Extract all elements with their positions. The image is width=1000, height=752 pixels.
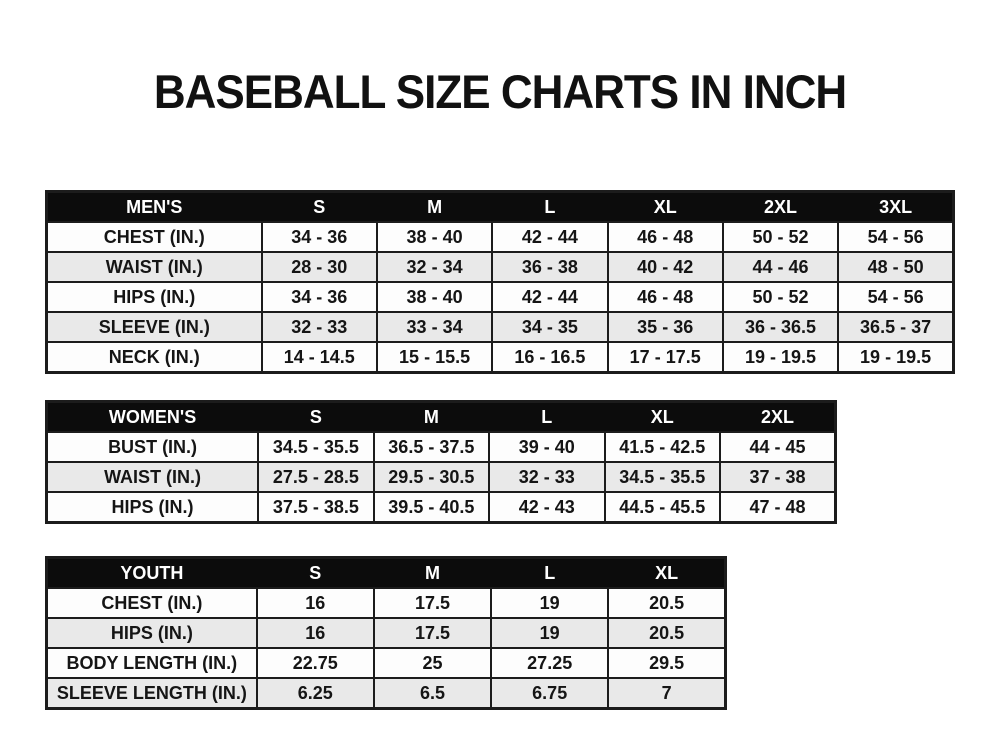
size-cell: 32 - 33 xyxy=(262,312,377,342)
size-cell: 44 - 45 xyxy=(720,432,836,462)
size-table-youth xyxy=(45,556,727,710)
row-label: NECK (IN.) xyxy=(47,342,262,373)
size-cell: 50 - 52 xyxy=(723,222,838,252)
size-cell: 16 - 16.5 xyxy=(492,342,607,373)
header-row xyxy=(47,558,726,589)
column-header-2xl: 2XL xyxy=(720,402,836,433)
size-cell: 39 - 40 xyxy=(489,432,604,462)
table-row xyxy=(47,282,954,312)
column-header-xl: XL xyxy=(605,402,720,433)
column-header-l: L xyxy=(489,402,604,433)
size-cell: 42 - 44 xyxy=(492,282,607,312)
size-cell: 48 - 50 xyxy=(838,252,953,282)
size-cell: 38 - 40 xyxy=(377,222,492,252)
size-cell: 33 - 34 xyxy=(377,312,492,342)
column-header-s: S xyxy=(262,192,377,223)
size-cell: 16 xyxy=(257,618,374,648)
column-header-l: L xyxy=(491,558,608,589)
size-cell: 27.5 - 28.5 xyxy=(258,462,373,492)
row-label: CHEST (IN.) xyxy=(47,588,257,618)
size-cell: 36 - 36.5 xyxy=(723,312,838,342)
size-cell: 38 - 40 xyxy=(377,282,492,312)
row-label: HIPS (IN.) xyxy=(47,618,257,648)
size-cell: 6.5 xyxy=(374,678,491,709)
table-row xyxy=(47,252,954,282)
column-header-s: S xyxy=(258,402,373,433)
table-title-mens: MEN'S xyxy=(47,192,262,223)
header-row xyxy=(47,402,836,433)
size-cell: 22.75 xyxy=(257,648,374,678)
size-cell: 6.75 xyxy=(491,678,608,709)
row-label: BODY LENGTH (IN.) xyxy=(47,648,257,678)
row-label: CHEST (IN.) xyxy=(47,222,262,252)
table-row xyxy=(47,678,726,709)
column-header-m: M xyxy=(377,192,492,223)
size-cell: 7 xyxy=(608,678,725,709)
size-cell: 20.5 xyxy=(608,618,725,648)
size-cell: 35 - 36 xyxy=(608,312,723,342)
size-cell: 42 - 43 xyxy=(489,492,604,523)
table-row xyxy=(47,432,836,462)
size-cell: 29.5 - 30.5 xyxy=(374,462,489,492)
table-row xyxy=(47,312,954,342)
size-cell: 34.5 - 35.5 xyxy=(605,462,720,492)
size-cell: 36.5 - 37.5 xyxy=(374,432,489,462)
size-cell: 34 - 35 xyxy=(492,312,607,342)
size-cell: 46 - 48 xyxy=(608,282,723,312)
row-label: SLEEVE (IN.) xyxy=(47,312,262,342)
size-cell: 41.5 - 42.5 xyxy=(605,432,720,462)
size-cell: 29.5 xyxy=(608,648,725,678)
header-row xyxy=(47,192,954,223)
size-cell: 54 - 56 xyxy=(838,222,953,252)
size-cell: 16 xyxy=(257,588,374,618)
column-header-xl: XL xyxy=(608,192,723,223)
row-label: WAIST (IN.) xyxy=(47,252,262,282)
size-cell: 17 - 17.5 xyxy=(608,342,723,373)
column-header-s: S xyxy=(257,558,374,589)
size-cell: 40 - 42 xyxy=(608,252,723,282)
size-cell: 47 - 48 xyxy=(720,492,836,523)
size-cell: 32 - 34 xyxy=(377,252,492,282)
size-cell: 54 - 56 xyxy=(838,282,953,312)
size-cell: 17.5 xyxy=(374,618,491,648)
size-cell: 42 - 44 xyxy=(492,222,607,252)
table-row xyxy=(47,492,836,523)
column-header-xl: XL xyxy=(608,558,725,589)
size-cell: 36.5 - 37 xyxy=(838,312,953,342)
table-row xyxy=(47,462,836,492)
size-table-womens xyxy=(45,400,837,524)
size-cell: 28 - 30 xyxy=(262,252,377,282)
size-cell: 37 - 38 xyxy=(720,462,836,492)
table-row xyxy=(47,222,954,252)
size-cell: 46 - 48 xyxy=(608,222,723,252)
table-row xyxy=(47,648,726,678)
size-cell: 19 xyxy=(491,618,608,648)
size-cell: 44 - 46 xyxy=(723,252,838,282)
size-table-mens xyxy=(45,190,955,374)
size-cell: 44.5 - 45.5 xyxy=(605,492,720,523)
size-cell: 15 - 15.5 xyxy=(377,342,492,373)
size-cell: 6.25 xyxy=(257,678,374,709)
size-cell: 27.25 xyxy=(491,648,608,678)
size-cell: 50 - 52 xyxy=(723,282,838,312)
size-cell: 34 - 36 xyxy=(262,282,377,312)
size-cell: 32 - 33 xyxy=(489,462,604,492)
size-cell: 19 - 19.5 xyxy=(723,342,838,373)
row-label: WAIST (IN.) xyxy=(47,462,259,492)
size-cell: 14 - 14.5 xyxy=(262,342,377,373)
table-title-womens: WOMEN'S xyxy=(47,402,259,433)
table-title-youth: YOUTH xyxy=(47,558,257,589)
table-row xyxy=(47,588,726,618)
size-cell: 19 xyxy=(491,588,608,618)
column-header-2xl: 2XL xyxy=(723,192,838,223)
row-label: HIPS (IN.) xyxy=(47,282,262,312)
size-cell: 37.5 - 38.5 xyxy=(258,492,373,523)
column-header-3xl: 3XL xyxy=(838,192,953,223)
size-cell: 20.5 xyxy=(608,588,725,618)
size-cell: 34.5 - 35.5 xyxy=(258,432,373,462)
table-row xyxy=(47,618,726,648)
column-header-m: M xyxy=(374,558,491,589)
row-label: HIPS (IN.) xyxy=(47,492,259,523)
page-title: BASEBALL SIZE CHARTS IN INCH xyxy=(153,66,847,119)
row-label: BUST (IN.) xyxy=(47,432,259,462)
size-cell: 34 - 36 xyxy=(262,222,377,252)
size-cell: 17.5 xyxy=(374,588,491,618)
column-header-m: M xyxy=(374,402,489,433)
size-cell: 36 - 38 xyxy=(492,252,607,282)
size-cell: 19 - 19.5 xyxy=(838,342,953,373)
size-cell: 25 xyxy=(374,648,491,678)
size-cell: 39.5 - 40.5 xyxy=(374,492,489,523)
table-row xyxy=(47,342,954,373)
column-header-l: L xyxy=(492,192,607,223)
row-label: SLEEVE LENGTH (IN.) xyxy=(47,678,257,709)
